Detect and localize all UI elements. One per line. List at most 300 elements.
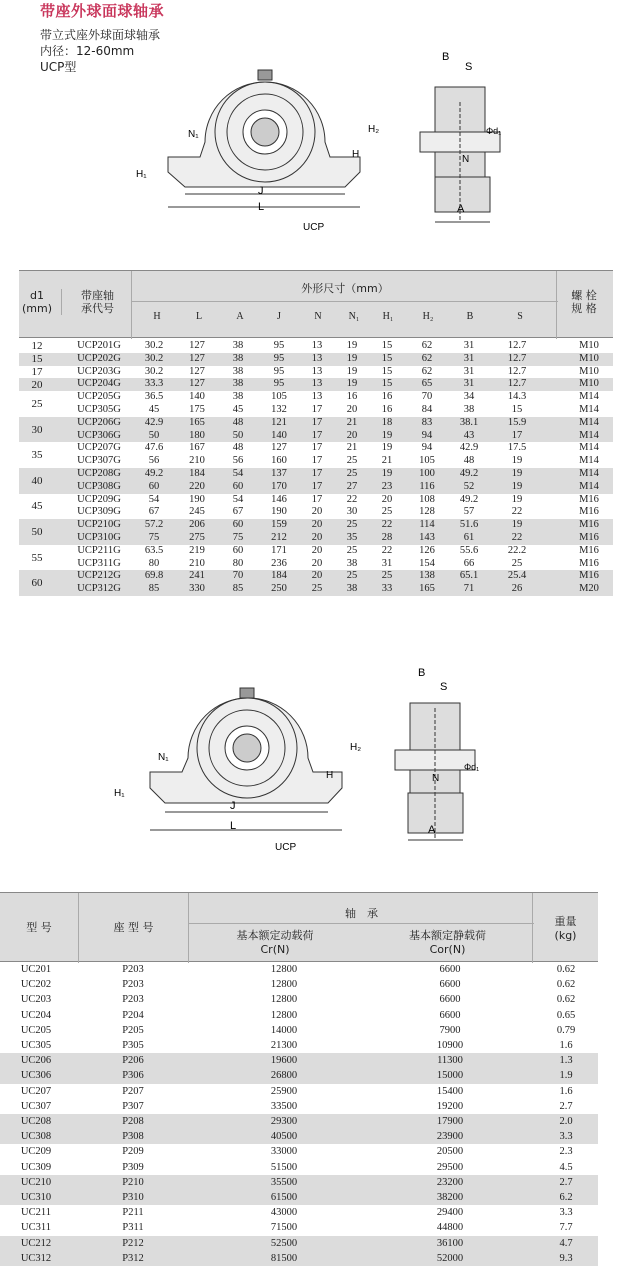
table-cell: 67 [148, 506, 160, 518]
cell-d1: 45 [31, 500, 43, 513]
table-cell: 241 [189, 570, 205, 582]
table-cell: 20 [346, 429, 358, 441]
table-cell: 33000 [270, 1146, 298, 1158]
table-cell: 12800 [270, 994, 298, 1006]
table-cell: 19 [511, 493, 523, 505]
label-H2: H₂ [368, 124, 380, 135]
table-cell: 127 [189, 352, 205, 364]
dim-header: H₁ [382, 311, 394, 322]
table-cell: 0.62 [556, 964, 576, 975]
dim-header: J [277, 311, 281, 322]
table-cell: 21300 [270, 1040, 298, 1051]
table-cell: UCP310G [77, 531, 121, 543]
table-row [0, 1068, 598, 1083]
table-cell: 127 [189, 378, 205, 390]
table-cell: 140 [189, 391, 205, 403]
table-cell: 36100 [436, 1237, 464, 1249]
table-cell: 20 [311, 519, 323, 531]
table-cell: 21 [346, 416, 358, 428]
table-cell: 6600 [439, 964, 461, 975]
table-cell: 52 [463, 480, 475, 492]
label-H2: H₂ [350, 742, 362, 753]
header-d1: d1 (mm) [21, 289, 52, 315]
table-cell: 70 [421, 391, 433, 403]
table-cell: 62 [421, 340, 433, 351]
table-cell: 38 [232, 365, 244, 377]
table-cell: P312 [122, 1252, 144, 1264]
table-cell: 12.7 [507, 352, 527, 364]
table-row [0, 1129, 598, 1144]
label-L: L [258, 201, 265, 213]
table-cell: 16 [346, 391, 358, 403]
table-cell: UCP207G [77, 442, 121, 454]
table-row [0, 1160, 598, 1175]
table-cell: 22 [381, 519, 393, 531]
table-cell: 17 [311, 403, 323, 415]
table-cell: 245 [189, 506, 205, 518]
table-row [0, 977, 598, 992]
table-cell: 17900 [436, 1116, 464, 1127]
table-cell: 128 [419, 506, 435, 518]
table-cell: 69.8 [144, 570, 164, 582]
table-cell: 29500 [436, 1161, 464, 1173]
table-cell: 22 [381, 544, 393, 556]
table-cell: 105 [419, 455, 435, 467]
table-cell: 80 [232, 557, 244, 569]
table-cell: UCP205G [77, 391, 121, 403]
table-cell: 143 [419, 531, 435, 543]
table-cell: 52500 [270, 1237, 298, 1249]
table-cell: M14 [579, 480, 599, 492]
table-row [0, 1008, 598, 1023]
header-dynamic-load: 基本额定动载荷 Cr(N) [236, 929, 314, 956]
table-cell: P211 [122, 1207, 144, 1219]
table-cell: UCP305G [77, 403, 121, 415]
table-cell: 19 [511, 455, 523, 467]
table-cell: 15.9 [507, 416, 527, 428]
table-cell: 17 [311, 455, 323, 467]
table-cell: 16 [381, 403, 393, 415]
table-cell: 33 [381, 583, 393, 595]
page-title: 带座外球面球轴承 [40, 2, 165, 20]
table-cell: 12.7 [507, 365, 527, 377]
table-cell: 45 [148, 403, 160, 415]
table-cell: 190 [189, 493, 205, 505]
table-cell: 13 [311, 391, 323, 403]
table-cell: UC208 [20, 1116, 52, 1127]
table-cell: 0.62 [556, 979, 576, 991]
table-cell: 2.3 [559, 1146, 573, 1158]
table-cell: 56 [148, 455, 160, 467]
table-cell: 212 [271, 531, 287, 543]
table-cell: 7.7 [559, 1222, 573, 1234]
table-cell: 126 [419, 544, 435, 556]
table-cell: 38 [232, 378, 244, 390]
table-cell: 159 [271, 519, 287, 531]
dim-header: S [517, 311, 523, 322]
header-weight: 重量 (kg) [554, 915, 577, 942]
table-cell: 57 [463, 506, 475, 518]
table-cell: 19 [381, 468, 393, 479]
table-cell: 17 [511, 429, 523, 441]
table-cell: 30.2 [144, 365, 164, 377]
table-cell: 6600 [439, 979, 461, 991]
table-cell: UC212 [20, 1237, 52, 1249]
table-cell: 165 [189, 416, 205, 428]
table-cell: 15 [381, 365, 393, 377]
dim-header: N [314, 311, 322, 322]
table-cell: 167 [189, 442, 205, 454]
label-d1: Φd₁ [486, 126, 502, 136]
table-cell: 100 [419, 468, 435, 479]
table-cell: P208 [122, 1116, 144, 1127]
table-cell: 3.3 [559, 1131, 573, 1143]
table-cell: 75 [148, 531, 160, 543]
table-cell: 1.3 [559, 1055, 573, 1067]
table-row [0, 1099, 598, 1114]
table-row-group [19, 494, 613, 520]
table-cell: 19 [381, 429, 393, 441]
table-cell: UCP308G [77, 480, 121, 492]
table-cell: UC309 [20, 1161, 52, 1173]
table-cell: 14000 [270, 1024, 298, 1036]
table-cell: 25 [346, 519, 358, 531]
label-H: H [326, 770, 334, 781]
table-cell: 19 [346, 378, 358, 390]
table-cell: 20 [311, 531, 323, 543]
table-cell: 0.65 [556, 1009, 576, 1021]
table-cell: P210 [122, 1176, 144, 1188]
table-cell: 45 [232, 403, 244, 415]
table-cell: 42.9 [459, 442, 479, 454]
table-cell: 15000 [436, 1070, 464, 1082]
table-cell: 42.9 [144, 416, 164, 428]
table-cell: 12800 [270, 979, 298, 991]
table-cell: P203 [122, 979, 144, 991]
label-d1: Φd₁ [464, 762, 480, 772]
table-cell: 127 [189, 365, 205, 377]
table-row [0, 1114, 598, 1129]
table-cell: 19 [511, 480, 523, 492]
table-cell: UC211 [21, 1207, 51, 1219]
table-cell: 60 [232, 544, 244, 556]
table-cell: M16 [579, 519, 599, 531]
table-row [0, 1175, 598, 1190]
table-cell: 206 [189, 519, 205, 531]
inner-diameter-range: 内径：12-60mm [40, 44, 135, 58]
table-cell: 61 [463, 531, 475, 543]
table-row [0, 962, 598, 977]
table-cell: M14 [579, 455, 599, 467]
table-cell: UCP202G [77, 352, 121, 364]
table-cell: 220 [189, 480, 205, 492]
table-cell: 1.9 [559, 1070, 573, 1082]
table-cell: 2.0 [559, 1116, 573, 1127]
label-H: H [352, 149, 360, 160]
table-row [0, 1205, 598, 1220]
header-model: 型 号 [26, 921, 52, 934]
table-cell: 4.5 [559, 1161, 573, 1173]
table-cell: UCP211G [77, 544, 121, 556]
table-cell: 17 [311, 493, 323, 505]
table-cell: 160 [271, 455, 287, 467]
cell-d1: 20 [31, 378, 43, 391]
table-cell: 71500 [270, 1222, 298, 1234]
table-cell: UC307 [20, 1100, 52, 1112]
table-cell: 70 [232, 570, 244, 582]
table-cell: 15 [381, 352, 393, 364]
diagram-caption: UCP [275, 842, 297, 853]
table-row [0, 1084, 598, 1099]
table-cell: 20 [311, 506, 323, 518]
table-cell: P206 [122, 1055, 144, 1067]
table-cell: UC210 [20, 1176, 52, 1188]
table-cell: 57.2 [144, 519, 164, 531]
dim-header: H [153, 311, 161, 322]
table-cell: 62 [421, 365, 433, 377]
table-row-group [19, 340, 613, 353]
diagram-caption: UCP [303, 222, 325, 233]
dim-header: L [195, 311, 203, 322]
table-cell: UCP204G [77, 378, 121, 390]
table-cell: M14 [579, 442, 599, 454]
table-cell: 17 [311, 416, 323, 428]
table-cell: 127 [189, 340, 205, 351]
table-cell: 12800 [270, 1009, 298, 1021]
table-cell: 17 [311, 442, 323, 454]
table-cell: M16 [579, 493, 599, 505]
header-code: 带座轴 承代号 [61, 289, 133, 315]
table-cell: 85 [232, 583, 244, 595]
table-cell: 84 [421, 403, 433, 415]
table-cell: P309 [122, 1161, 144, 1173]
table-cell: 6.2 [559, 1192, 573, 1203]
table-cell: 27 [346, 480, 358, 492]
table-cell: 23200 [436, 1176, 464, 1188]
table-cell: 127 [271, 442, 287, 454]
table-row [0, 1038, 598, 1053]
table-cell: M14 [579, 403, 599, 415]
table-cell: 33.3 [144, 378, 164, 390]
table-cell: 15400 [436, 1085, 464, 1097]
table-cell: 26 [511, 583, 523, 595]
table-cell: 52000 [436, 1252, 464, 1264]
label-J: J [258, 185, 264, 197]
table-cell: 23 [381, 480, 393, 492]
table-cell: 25 [346, 570, 358, 582]
table-cell: M16 [579, 531, 599, 543]
table-cell: 30.2 [144, 352, 164, 364]
table-cell: UCP208G [77, 468, 121, 479]
header-housing: 座 型 号 [78, 893, 188, 963]
label-N1: N₁ [188, 129, 199, 140]
table-cell: UC201 [20, 964, 52, 975]
table-cell: 26800 [270, 1070, 298, 1082]
dim-header: B [466, 311, 474, 322]
table-cell: 25 [511, 557, 523, 569]
table-cell: 219 [189, 544, 205, 556]
table-cell: UC308 [20, 1131, 52, 1143]
table-cell: P203 [122, 994, 144, 1006]
dim-header: A [236, 311, 244, 322]
table-cell: 22.2 [507, 544, 527, 556]
table-cell: 19600 [270, 1055, 298, 1067]
table-cell: 48 [232, 442, 244, 454]
table-cell: 47.6 [144, 442, 164, 454]
table-cell: 48 [232, 416, 244, 428]
table-row-group [19, 570, 613, 596]
table-cell: 132 [271, 403, 287, 415]
table-cell: 6600 [439, 994, 461, 1006]
table-row [0, 1236, 598, 1251]
label-N1: N₁ [158, 752, 169, 763]
table-cell: 55.6 [459, 544, 479, 556]
table-cell: P205 [122, 1024, 144, 1036]
table-cell: 20 [311, 557, 323, 569]
table-cell: 19 [346, 352, 358, 364]
table-cell: P209 [122, 1146, 144, 1158]
table-cell: 94 [421, 442, 433, 454]
table-cell: 22 [511, 506, 523, 518]
table-cell: 17 [311, 480, 323, 492]
table-cell: 50 [232, 429, 244, 441]
table-cell: M16 [579, 557, 599, 569]
table-cell: 66 [463, 557, 475, 569]
table-cell: 54 [232, 468, 244, 479]
table-cell: 21 [346, 442, 358, 454]
table-cell: 19200 [436, 1100, 464, 1112]
table-cell: M10 [579, 365, 599, 377]
table-cell: 71 [463, 583, 475, 595]
table-cell: 65.1 [459, 570, 479, 582]
table-cell: M16 [579, 570, 599, 582]
table-cell: 31 [463, 352, 475, 364]
table-cell: 9.3 [559, 1252, 573, 1264]
table-row-group [19, 378, 613, 391]
table-cell: 95 [273, 340, 285, 351]
table-row-group [19, 391, 613, 417]
table-cell: 34 [463, 391, 475, 403]
table-cell: UCP312G [77, 583, 121, 595]
table-cell: 25 [311, 583, 323, 595]
table-cell: 1.6 [559, 1085, 573, 1097]
label-S: S [465, 61, 473, 73]
table-cell: 38 [346, 583, 358, 595]
table-cell: 38200 [436, 1192, 464, 1203]
table-cell: 12.7 [507, 378, 527, 390]
table-cell: M14 [579, 429, 599, 441]
model-type: UCP型 [40, 60, 77, 74]
table-cell: P305 [122, 1040, 144, 1051]
table-cell: 25 [346, 455, 358, 467]
table-cell: UCP212G [77, 570, 121, 582]
table-cell: M14 [579, 416, 599, 428]
table-cell: M14 [579, 391, 599, 403]
table-cell: P207 [122, 1085, 144, 1097]
table-cell: 62 [421, 352, 433, 364]
label-S: S [440, 681, 448, 693]
table-cell: 105 [271, 391, 287, 403]
table-cell: 63.5 [144, 544, 164, 556]
table-cell: 35500 [270, 1176, 298, 1188]
table-cell: UC203 [20, 994, 52, 1006]
cell-d1: 60 [31, 577, 43, 590]
table-cell: 1.6 [559, 1040, 573, 1051]
table-cell: 165 [419, 583, 435, 595]
table-cell: P308 [122, 1131, 144, 1143]
table-row [0, 992, 598, 1007]
table-cell: 175 [189, 403, 205, 415]
ucp-drawing-2 [110, 668, 500, 853]
dim-header: N₁ [348, 311, 360, 322]
table-cell: 15 [381, 340, 393, 351]
table-cell: 95 [273, 365, 285, 377]
header-dims-block [131, 271, 557, 339]
table-cell: P310 [122, 1192, 144, 1203]
table-cell: 48 [463, 455, 475, 467]
table-cell: 17 [311, 468, 323, 479]
table-cell: 95 [273, 352, 285, 364]
table-cell: 38 [346, 557, 358, 569]
table-cell: 65 [421, 378, 433, 390]
label-H1: H₁ [114, 788, 125, 799]
table-row [0, 1144, 598, 1159]
table-cell: 0.79 [556, 1024, 576, 1036]
table-cell: 44800 [436, 1222, 464, 1234]
table-cell: 10900 [436, 1040, 464, 1051]
table-cell: 38 [463, 403, 475, 415]
table-cell: 29400 [436, 1207, 464, 1219]
table-cell: 184 [271, 570, 287, 582]
table-cell: UCP306G [77, 429, 121, 441]
table-cell: 146 [271, 493, 287, 505]
cell-d1: 55 [31, 551, 43, 564]
label-N: N [432, 773, 440, 784]
table-cell: M10 [579, 378, 599, 390]
table-cell: 2.7 [559, 1100, 573, 1112]
cell-d1: 17 [31, 365, 43, 378]
table2-header [0, 892, 598, 962]
table-cell: UC206 [20, 1055, 52, 1067]
table-cell: 121 [271, 416, 287, 428]
table-cell: 25.4 [507, 570, 527, 582]
table-row [0, 1190, 598, 1205]
table-cell: M20 [579, 583, 599, 595]
table-cell: UC204 [20, 1009, 52, 1021]
table-cell: UCP203G [77, 365, 121, 377]
cell-d1: 12 [31, 340, 43, 353]
label-B: B [418, 667, 426, 679]
label-H1: H₁ [136, 169, 147, 180]
label-B: B [442, 51, 450, 63]
table-row [0, 1220, 598, 1235]
table-cell: 94 [421, 429, 433, 441]
table-cell: 38 [232, 391, 244, 403]
label-N: N [462, 154, 470, 165]
table-cell: 210 [189, 557, 205, 569]
table-cell: UCP309G [77, 506, 121, 518]
table-cell: UC311 [21, 1222, 51, 1234]
label-A: A [428, 824, 436, 836]
table-cell: 75 [232, 531, 244, 543]
table-cell: 60 [148, 480, 160, 492]
table-cell: 180 [189, 429, 205, 441]
table-cell: 80 [148, 557, 160, 569]
table-cell: 49.2 [459, 493, 479, 505]
label-L: L [230, 820, 237, 832]
table-cell: 49.2 [459, 468, 479, 479]
table-cell: UCP209G [77, 493, 121, 505]
